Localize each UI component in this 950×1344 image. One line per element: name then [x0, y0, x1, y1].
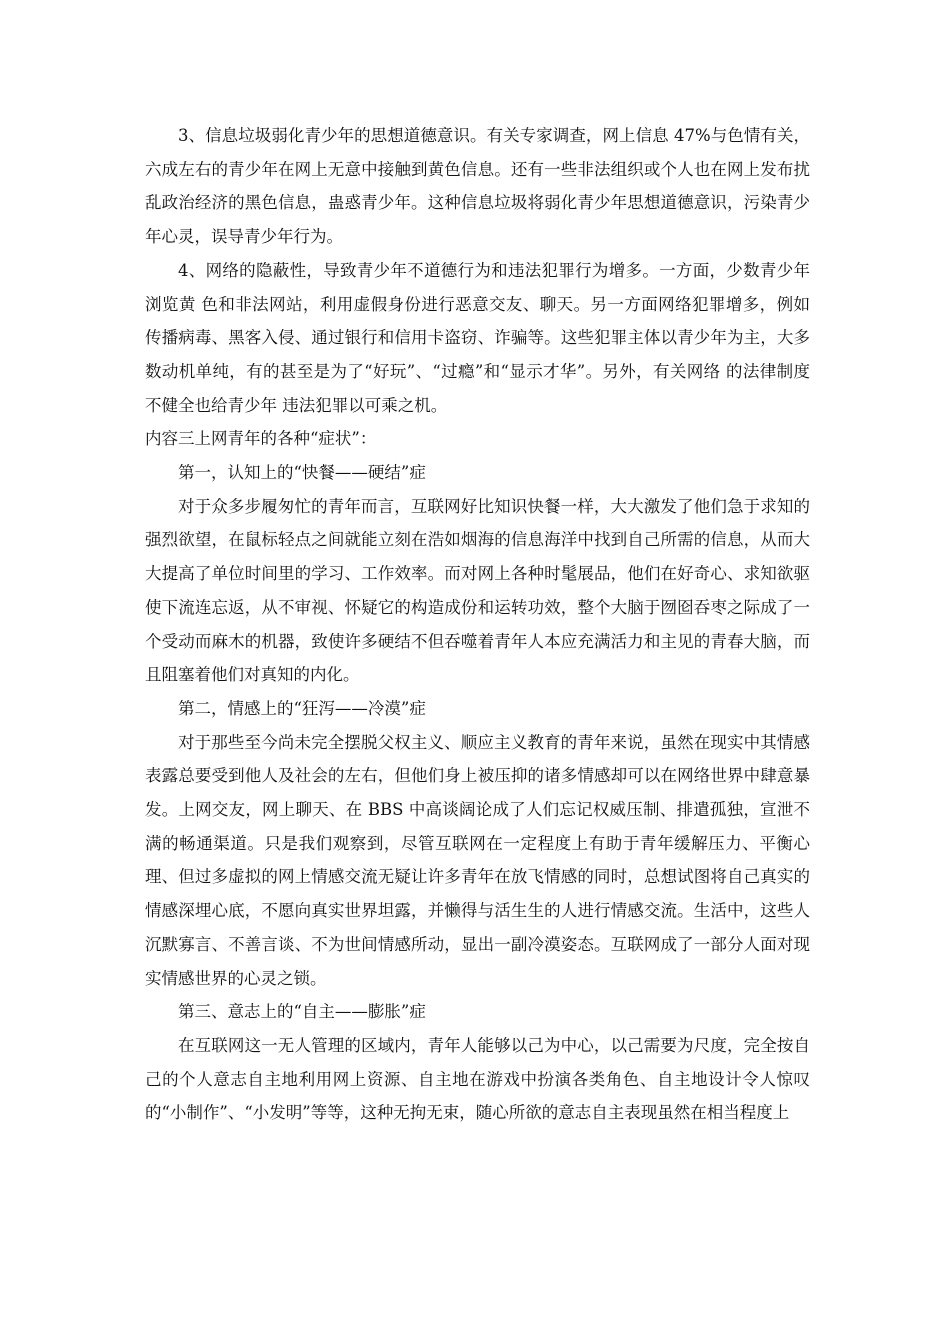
paragraph-item-3: 3、信息垃圾弱化青少年的思想道德意识。有关专家调查，网上信息 47%与色情有关，六成左右的青少年在网上无意中接触到黄色信息。还有一些非法组织或个人也在网上发布扰乱政治经济的黑色信息，蛊惑青少年。这种信息垃圾将弱化青少年思想道德意识，污染青少年心灵，误导青少年行为。 — [145, 126, 810, 247]
subsection-body-will: 在互联网这一无人管理的区域内，青年人能够以己为中心，以己需要为尺度，完全按自己的个人意志自主地利用网上资源、自主地在游戏中扮演各类角色、自主地设计令人惊叹的“小制作”、“小发明”等等，这种无拘无束，随心所欲的意志自主表现虽然在相当程度上 — [145, 1035, 810, 1123]
paragraph-item-4: 4、网络的隐蔽性，导致青少年不道德行为和违法犯罪行为增多。一方面，少数青少年浏览黄 色和非法网站，利用虚假身份进行恶意交友、聊天。另一方面网络犯罪增多，例如传播病毒、黑客入侵、通过银行和信用卡盗窃、诈骗等。这些犯罪主体以青少年为主，大多数动机单纯，有的甚至是为了“好玩”、“过瘾”和“显示才华”。另外，有关网络 的法律制度不健全也给青少年 违法犯罪以可乘之机。 — [145, 260, 810, 415]
section-heading: 内容三上网青年的各种“症状”： — [145, 429, 377, 449]
subsection-title-cognition: 第一，认知上的“快餐——硬结”症 — [178, 463, 426, 483]
subsection-title-emotion: 第二，情感上的“狂泻——冷漠”症 — [178, 698, 426, 718]
subsection-body-emotion: 对于那些至今尚未完全摆脱父权主义、顺应主义教育的青年来说，虽然在现实中其情感表露总要受到他人及社会的左右，但他们身上被压抑的诸多情感却可以在网络世界中肆意暴发。上网交友，网上聊天、在 BBS 中高谈阔论成了人们忘记权威压制、排遣孤独，宣泄不满的畅通渠道。只是我们观察到，尽管互联网在一定程度上有助于青年缓解压力、平衡心理、但过多虚拟的网上情感交流无疑让许多青年在放飞情感的同时，总想试图将自己真实的情感深埋心底，不愿向真实世界坦露，并懒得与活生生的人进行情感交流。生活中，这些人沉默寡言、不善言谈、不为世间情感所动，显出一副冷漠姿态。互联网成了一部分人面对现实情感世界的心灵之锁。 — [145, 732, 810, 988]
document-page — [145, 119, 810, 1130]
subsection-body-cognition: 对于众多步履匆忙的青年而言，互联网好比知识快餐一样，大大激发了他们急于求知的强烈欲望，在鼠标轻点之间就能立刻在浩如烟海的信息海洋中找到自己所需的信息，从而大大提高了单位时间里的学习、工作效率。而对网上各种时髦展品，他们在好奇心、求知欲驱使下流连忘返，从不审视、怀疑它的构造成份和运转功效，整个大脑于囫囵吞枣之际成了一个受动而麻木的机器，致使许多硬结不但吞噬着青年人本应充满活力和主见的青春大脑，而且阻塞着他们对真知的内化。 — [145, 496, 810, 685]
subsection-title-will: 第三、意志上的“自主——膨胀”症 — [178, 1002, 426, 1022]
